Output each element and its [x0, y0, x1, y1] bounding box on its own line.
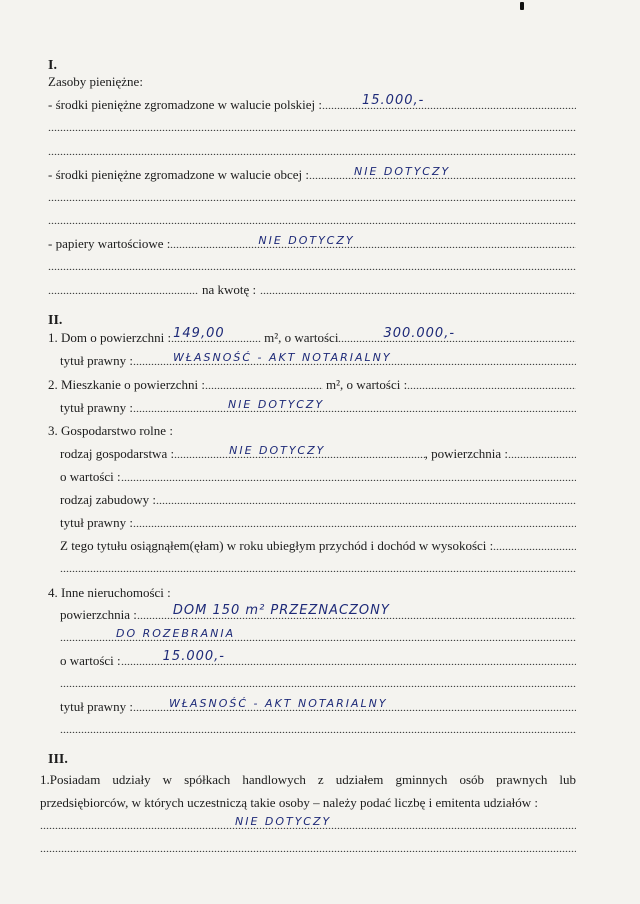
farm-kind-value[interactable]: NIE DOTYCZY [229, 444, 326, 457]
pln-funds-line [48, 93, 576, 113]
flat-value-label: m², o wartości : [326, 377, 408, 392]
farm-value-label: o wartości : [60, 469, 121, 484]
farm-build-label: rodzaj zabudowy : [60, 492, 157, 507]
blank-line[interactable] [48, 144, 576, 160]
blank-line[interactable] [60, 561, 576, 577]
farm-income-field[interactable] [493, 539, 576, 550]
blank-line[interactable] [60, 722, 576, 738]
other-area-label: powierzchnia : [60, 607, 137, 622]
section-3-heading: III. [48, 752, 68, 767]
foreign-funds-label: - środki pieniężne zgromadzone w walucie obcej : [48, 167, 309, 182]
farm-build-field[interactable] [156, 493, 576, 504]
house-area-label: 1. Dom o powierzchni : [48, 330, 172, 345]
blank-line[interactable] [40, 841, 576, 857]
other-value[interactable]: 15.000,- [162, 649, 225, 664]
flat-title-value[interactable]: NIE DOTYCZY [227, 398, 325, 411]
blank-line[interactable] [48, 259, 576, 275]
flat-area-label: 2. Mieszkanie o powierzchni : [48, 377, 206, 392]
securities-amount-line [48, 282, 576, 298]
other-value-label: o wartości : [60, 653, 121, 668]
farm-area-label: , powierzchnia : [424, 446, 508, 461]
amount-label: na kwotę : [202, 282, 257, 297]
house-area-value[interactable]: 149,00 [173, 326, 225, 341]
securities-value[interactable]: NIE DOTYCZY [258, 234, 355, 247]
house-value-label: m², o wartości [264, 330, 339, 345]
foreign-funds-line [48, 167, 576, 183]
farm-build-line [60, 492, 576, 508]
other-value-line [60, 649, 576, 669]
blank-line[interactable] [48, 190, 576, 206]
farm-value-line [60, 469, 576, 485]
house-value[interactable]: 300.000,- [383, 326, 456, 341]
other-area-line-2 [60, 627, 576, 646]
pln-funds-value[interactable]: 15.000,- [362, 93, 425, 108]
flat-title-line [60, 400, 576, 416]
securities-label: - papiery wartościowe : [48, 236, 171, 251]
farm-income-label: Z tego tytułu osiągnąłem(ęłam) w roku ubiegłym przychód i dochód w wysokości : [60, 538, 494, 553]
foreign-funds-value[interactable]: NIE DOTYCZY [353, 165, 451, 178]
other-area-value-1[interactable]: DOM 150 m² PRZEZNACZONY [172, 603, 390, 618]
house-line [48, 326, 576, 346]
shares-text-line-1: 1.Posiadam udziały w spółkach handlowych z udziałem gminnych osób prawnych lub [40, 772, 576, 787]
flat-title-label: tytuł prawny : [60, 400, 133, 415]
shares-value-line [40, 815, 576, 834]
shares-value[interactable]: NIE DOTYCZY [235, 815, 332, 828]
shares-text-line-2: przedsiębiorców, w których uczestniczą takie osoby – należy podać liczbę i emitenta udziałów : [40, 795, 539, 810]
farm-title-field[interactable] [133, 516, 576, 527]
securities-line [48, 236, 576, 252]
farm-heading: 3. Gospodarstwo rolne : [48, 423, 173, 438]
farm-title-line [60, 515, 576, 531]
farm-income-line [60, 538, 576, 554]
other-area-value-2[interactable]: DO ROZEBRANIA [116, 627, 236, 640]
pln-funds-label: - środki pieniężne zgromadzone w walucie polskiej : [48, 97, 322, 112]
blank-line[interactable] [48, 213, 576, 229]
section-2-heading: II. [48, 313, 63, 328]
other-property-heading: 4. Inne nieruchomości : [48, 585, 171, 600]
flat-area-field[interactable] [205, 378, 323, 389]
farm-kind-line [60, 446, 576, 462]
farm-value-field[interactable] [121, 470, 576, 481]
flat-line [48, 377, 576, 393]
house-title-label: tytuł prawny : [60, 353, 133, 368]
amount-field[interactable] [260, 283, 576, 294]
farm-kind-label: rodzaj gospodarstwa : [60, 446, 175, 461]
flat-value-field[interactable] [407, 378, 576, 389]
farm-area-field[interactable] [508, 447, 576, 458]
other-area-line [60, 603, 576, 623]
house-title-value[interactable]: WŁASNOŚĆ - AKT NOTARIALNY [172, 351, 392, 364]
cash-title: Zasoby pieniężne: [48, 74, 143, 89]
other-title-line [60, 699, 576, 715]
other-title-label: tytuł prawny : [60, 699, 133, 714]
blank-line[interactable] [48, 120, 576, 136]
scan-speck [520, 2, 524, 10]
other-title-value[interactable]: WŁASNOŚĆ - AKT NOTARIALNY [168, 697, 388, 710]
farm-title-label: tytuł prawny : [60, 515, 133, 530]
section-1-heading: I. [48, 58, 57, 73]
blank-line[interactable] [60, 676, 576, 692]
house-title-line [60, 353, 576, 369]
